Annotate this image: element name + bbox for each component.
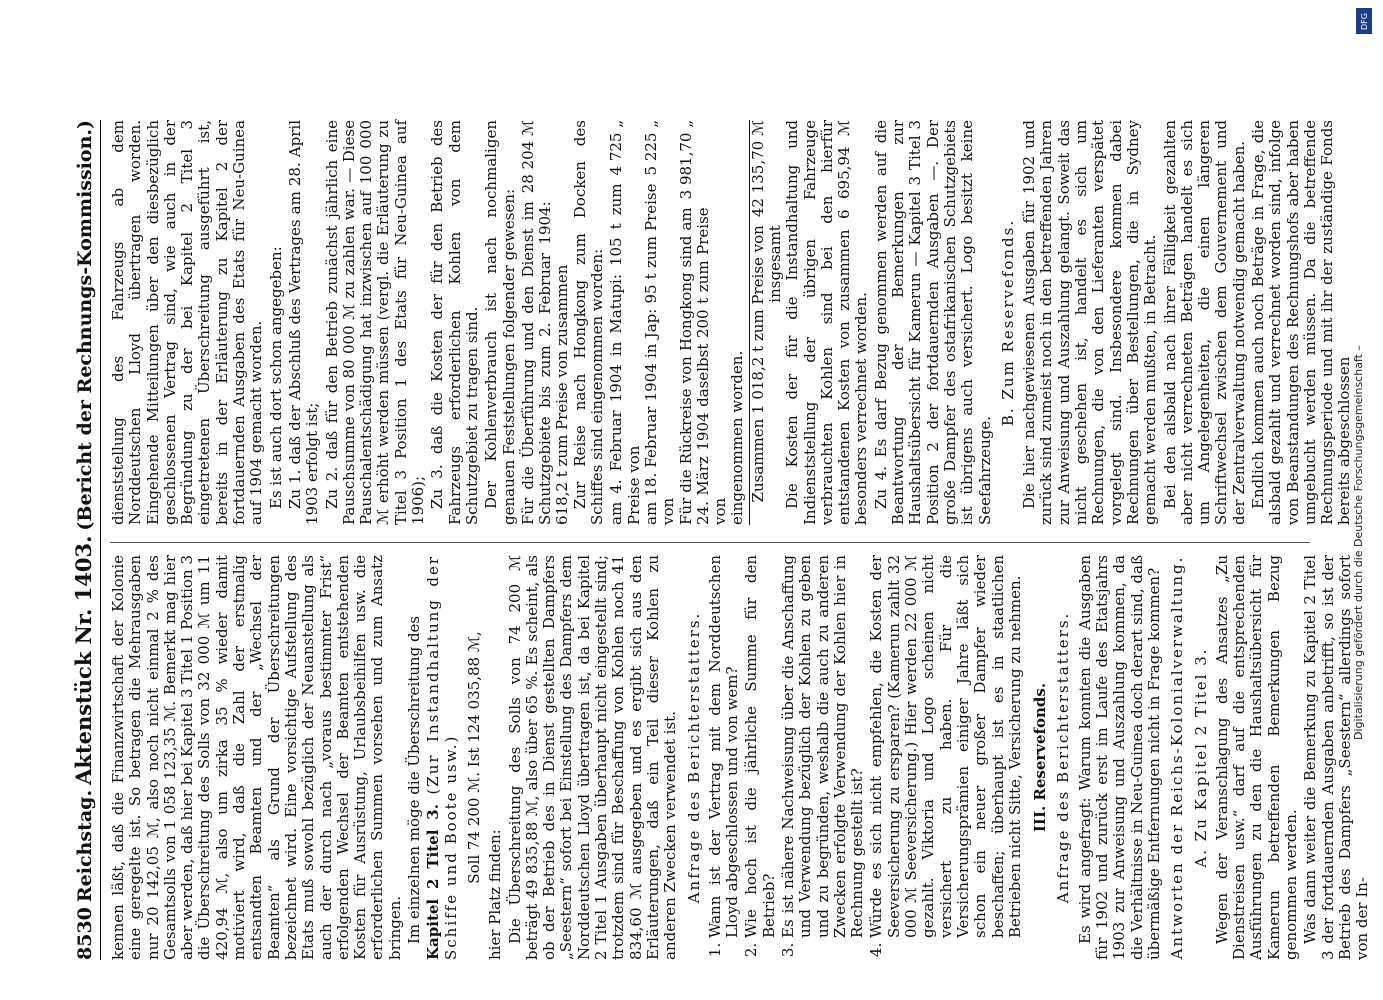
paragraph: Zur Reise nach Hongkong zum Docken des Schiffes sind eingenommen worden: — [570, 120, 607, 525]
paragraph: Die Kosten der für die Instandhaltung und Indienststellung der übrigen Fahrzeuge verbrauchten Kohlen sind bei den hierfür entstandenen Kosten von zusammen 6 695,94 ℳ besonders verrechnet worden. — [783, 120, 871, 525]
ledger-amount: 5 225 „ — [641, 120, 660, 176]
header-right: (Bericht der Rechnungs-Kommission.) — [74, 120, 96, 531]
dfg-logo-text: DFG — [1359, 12, 1369, 30]
paragraph: Was dann weiter die Bemerkung zu Kapitel 2 Titel 3 der fortdauernden Ausgaben anbetrifft, so ist der Betrieb des Dampfers „Seestern“ allerdings sofort von der In- — [1301, 555, 1372, 960]
chapter-label: Kapitel 2 Titel 3. — [424, 804, 443, 960]
ledger-row — [520, 120, 572, 525]
section-heading: B. Zum Reservefonds. — [998, 218, 1017, 427]
paragraph: kennen läßt, daß die Finanzwirtschaft der Kolonie eine geregelte ist. So betragen die Mehrausgaben nur 20 142,05 ℳ, also noch nicht einmal 2 % des Gesamtsolls von 1 058 123,35 ℳ. Bemerkt mag hier aber werden, daß hier bei Kapitel 3 Titel 1 Position 3 die Überschreitung des Solls von 32 000 ℳ um 11 420,94 ℳ, also um zirka 35 % wieder damit motiviert wird, daß die Zahl der erstmalig entsandten Beamten und der „Wechsel der Beamten“ als Grund der Überschreitungen bezeichnet wird. Eine vorsichtige Aufstellung des Etats muß sowohl bezüglich der Neuanstellung als auch der durch nach „voraus bestimmter Frist“ erfolgenden Wechsel der Beamten entstehenden Kosten für Ausrüstung, Urlaubsbeihilfen usw. die erforderlichen Summen vorsehen und zum Ansatz bringen. — [109, 555, 404, 960]
ledger-amount: 3 981,70 „ — [676, 120, 695, 200]
paragraph: Zu 4. Es darf Bezug genommen werden auf die Beantwortung der Bemerkungen zur Haushaltsübersicht für Kamerun — Kapitel 3 Titel 3 Position 2 der fortdauernden Ausgaben —. Der große Dampfer des ostafrikanischen Schutzgebiets ist übrigens auch versichert. Logo besitzt keine Seefahrzeuge. — [871, 120, 994, 525]
paragraph: Im einzelnen möge die Überschreitung des — [405, 615, 424, 944]
paragraph: Bei den alsbald nach ihrer Fälligkeit gezahlten aber nicht verrechneten Beträgen handelt es sich um Angelegenheiten, die einen längeren Schriftwechsel zwischen dem Gouvernement und der Zentralverwaltung notwendig gemacht haben. — [1160, 120, 1248, 525]
header-left: Reichstag. — [74, 789, 96, 903]
list-item: 3. Es ist nähere Nachweisung über die Anschaffung und Verwendung bezüglich der Kohlen zu geben und zu begründen, weshalb die auch zu anderen Zwecken erfolgte Verwendung der Kohlen hier in Rechnung gestellt ist? — [780, 555, 866, 938]
section-heading: Anfrage des Berichterstatters. — [1054, 611, 1073, 904]
paragraph: Die hier nachgewiesenen Ausgaben für 1902 und zurück sind zumeist noch in den betreffenden Jahren zur Anweisung und Auszahlung gelangt. Soweit das nicht geschehen ist, handelt es sich um Rechnungen, die von den Lieferanten verspätet vorgelegt sind. Insbesondere kommen dabei Rechnungen über Bestellungen, die in Sydney gemacht werden mußten, in Betracht. — [1020, 120, 1160, 525]
section-heading: Antworten der Reichs-Kolonialverwaltung. — [1168, 555, 1187, 960]
paragraph — [425, 555, 460, 960]
dfg-logo — [1356, 8, 1372, 34]
ledger-text: Für die Rückreise von Hongkong sind am 24. März 1904 daselbst 200 t zum Preise von — [676, 207, 730, 525]
section-heading: A. Zu Kapitel 2 Titel 3. — [1191, 647, 1210, 868]
paragraph: Es wird angefragt: Warum konnten die Ausgaben für 1902 und zurück erst im Laufe des Etatsjahrs 1903 zur Anweisung und Auszahlung kommen, da die Verhältnisse in Neu-Guinea doch derart sind, daß übermäßige Entfernungen nicht in Frage kommen? — [1075, 555, 1163, 960]
paragraph: Endlich kommen auch noch Beträge in Frage, die alsbald gezahlt und verrechnet worden sind, infolge von Beanstandungen des Rechnungshofs aber haben umgebucht werden müssen. Da die betreffende Rechnungsperiode und mit ihr der zuständige Fonds bereits abgeschlossen — [1249, 120, 1354, 525]
section-heading: III. Reservefonds. — [1031, 682, 1050, 833]
paragraph: Zu 3. daß die Kosten der für den Betrieb des Fahrzeugs erforderlichen Kohlen von dem Schutzgebiet zu tragen sind. — [428, 120, 481, 525]
ledger-text: am 18. Februar 1904 in Jap: 95 t zum Preise von — [641, 183, 678, 525]
ledger-row — [643, 120, 678, 525]
digitization-text: Digitalisierung gefördert durch die Deutsche Forschungsgemeinschaft – — [1352, 345, 1365, 740]
ledger-row — [608, 120, 643, 525]
ledger-text: Für die Überführung und den Dienst im Schutzgebiete bis zum 2. Februar 1904: 618,2 t zum Preise von zusammen — [518, 201, 572, 525]
chapter-text: (Zur Instandhaltung der Schiffe und Boote usw.) — [424, 555, 460, 960]
page-header — [60, 120, 101, 960]
paragraph: Zu 1. daß der Abschluß des Vertrages am 28. April 1903 erfolgt ist; — [285, 120, 322, 525]
column-rule — [110, 542, 1310, 543]
ledger-total — [749, 120, 785, 525]
right-column — [109, 120, 1354, 525]
paragraph: hier Platz finden: — [486, 829, 505, 960]
left-column — [109, 555, 1372, 960]
paragraph: Wegen der Veranschlagung des Ansatzes „Zu Dienstreisen usw.“ darf auf die entsprechenden Ausführungen zu den die Haushaltsübersicht für Kamerun betreffenden Bemerkungen Bezug genommen werden. — [1212, 555, 1300, 960]
ledger-amount: 42 135,70 ℳ — [748, 120, 767, 218]
list-item: 4. Würde es sich nicht empfehlen, die Kosten der Seeversicherung zu ersparen? (Kamerun zahlt 32 000 ℳ Seeversicherung.) Hier werden 22 000 ℳ gezahlt. Viktoria und Logo scheinen nicht versichert zu haben. Für die Versicherungsprämien einiger Jahre läßt sich schon ein neuer großer Dampfer wieder beschaffen; überhaupt ist es in staatlichen Betrieben nicht Sitte, Versicherung zu nehmen. — [868, 555, 1024, 938]
paragraph: dienststellung des Fahrzeugs ab dem Norddeutschen Lloyd übertragen worden. Eingehende Mitteilungen über den diesbezüglich geschlossenen Vertrag sind, wie auch in der Begründung zu der bei Kapitel 2 Titel 3 eingetretenen Überschreitung ausgeführt ist, bereits in der Erläuterung zu Kapitel 2 der fortdauernden Ausgaben des Etats für Neu-Guinea auf 1904 gemacht worden. — [109, 120, 266, 525]
ledger-amount: 28 204 ℳ — [518, 120, 537, 194]
paragraph: Der Kohlenverbrauch ist nach nochmaligen genauen Feststellungen folgender gewesen: — [482, 120, 518, 525]
soll-ist-line: Soll 74 200 ℳ. Ist 124 035,88 ℳ, — [464, 631, 483, 884]
paragraph: Zu 2. daß für den Betrieb zunächst jährlich eine Pauschsumme von 80 000 ℳ zu zahlen war. — Diese Pauschalentschädigung hat inzwischen auf 100 000 ℳ erhöht werden müssen (vergl. die Erläuterung zu Titel 3 Position 1 des Etats für Neu-Guinea auf 1906); — [322, 120, 428, 525]
list-item: 2. Wie hoch ist die jährliche Summe für den Betrieb? — [743, 555, 778, 938]
ledger-text: am 4. Februar 1904 in Matupi: 105 t zum Preise von — [607, 183, 643, 525]
page-number: 8530 — [74, 907, 96, 960]
question-list — [707, 555, 1024, 960]
ledger-amount: 4 725 „ — [607, 120, 626, 176]
digitization-note — [1344, 20, 1374, 740]
ledger-text: Zusammen 1 018,2 t zum Preise von insgesamt — [748, 225, 784, 503]
section-heading: Anfrage des Berichterstatters. — [684, 611, 703, 904]
list-item: 1. Wann ist der Vertrag mit dem Norddeutschen Lloyd abgeschlossen und von wem? — [707, 555, 742, 938]
paragraph: Es ist auch dort schon angegeben: — [266, 246, 285, 509]
ledger-row — [678, 120, 730, 525]
paragraph: Die Überschreitung des Solls von 74 200 ℳ beträgt 49 835,88 ℳ, also über 65 %. Es scheint, als ob der Betrieb des in Dienst gestellten Dampfers „Seestern“ sofort bei Einstellung des Dampfers dem Norddeutschen Lloyd übertragen ist, da bei Kapitel 2 Titel 1 Ausgaben überhaupt nicht eingestellt sind; trotzdem sind für Beschaffung von Kohlen noch 41 834,60 ℳ ausgegeben und es ergibt sich aus den Erläuterungen, daß ein Teil dieser Kohlen zu anderen Zwecken verwendet ist. — [505, 555, 680, 960]
header-title: Aktenstück Nr. 1403. — [71, 535, 96, 785]
paragraph: eingenommen worden. — [728, 350, 747, 525]
